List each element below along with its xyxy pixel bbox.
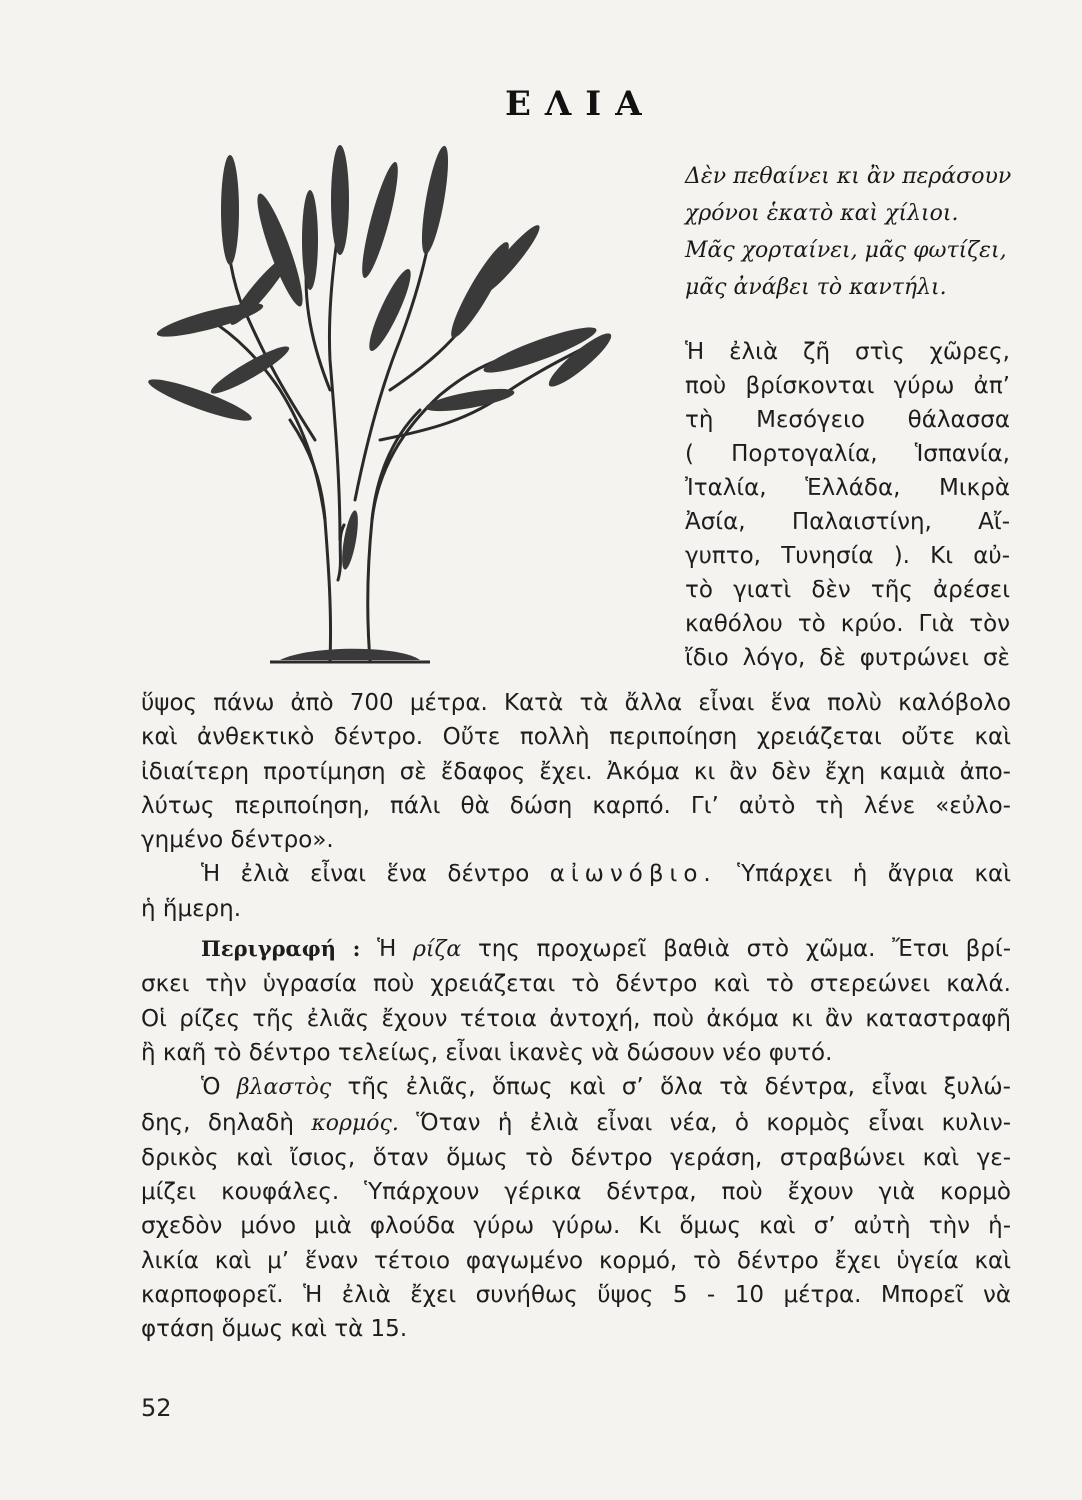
- text-fragment: δης, δηλαδὴ: [141, 1109, 312, 1136]
- text-line: λικία καὶ μ’ ἕναν τέτοιο φαγωμένο κορμό, τὸ δέντρο ἔχει ὑγεία καὶ: [141, 1247, 1011, 1274]
- text-fragment: Ὅταν ἡ ἐλιὰ εἶναι νέα, ὁ κορμὸς εἶναι κυλιν-: [398, 1109, 1011, 1136]
- text-line: φτάση ὅμως καὶ τὰ 15.: [141, 1316, 408, 1343]
- term: βλαστὸς: [236, 1075, 332, 1101]
- text-line: λύτως περιποίηση, πάλι θὰ δώση καρπό. Γι’ αὐτὸ τὴ λένε «εὐλο-: [141, 792, 1011, 819]
- text-line: [141, 857, 1011, 891]
- text-line: Ἡ ἐλιὰ ζῆ στὶς χῶρες,: [685, 339, 1010, 365]
- text-line: [141, 932, 1011, 967]
- text-line: γημένο δέντρο».: [141, 827, 334, 854]
- text-line: καθόλου τὸ κρύο. Γιὰ τὸν: [685, 611, 1010, 637]
- text-fragment: της προχωρεῖ βαθιὰ στὸ χῶμα. Ἔτσι βρί-: [461, 936, 1011, 963]
- text-line: ἢ καῆ τὸ δέντρο τελείως, εἶναι ἱκανὲς νὰ δώσουν νέο φυτό.: [141, 1039, 833, 1066]
- text-line: ποὺ βρίσκονται γύρω ἀπ’: [685, 373, 1010, 399]
- text-line: καὶ ἀνθεκτικὸ δέντρο. Οὔτε πολλὴ περιποίηση χρειάζεται οὔτε καὶ: [141, 724, 1011, 751]
- term: κορμός.: [311, 1110, 399, 1136]
- text-line: καρποφορεῖ. Ἡ ἐλιὰ ἔχει συνήθως ὕψος 5 - 10 μέτρα. Μπορεῖ νὰ: [141, 1282, 1011, 1309]
- text-fragment: Ἡ ἐλιὰ εἶναι ἕνα δέντρο: [201, 861, 550, 888]
- text-line: τὴ Μεσόγειο θάλασσα: [685, 407, 1010, 433]
- text-line: [141, 1106, 1011, 1141]
- page-number: 52: [141, 1394, 172, 1422]
- page-title: ΕΛΙΑ: [505, 84, 656, 124]
- text-line: μίζει κουφάλες. Ὑπάρχουν γέρικα δέντρα, ποὺ ἔχουν γιὰ κορμὸ: [141, 1179, 1011, 1206]
- text-line: τὸ γιατὶ δὲν τῆς ἀρέσει: [685, 577, 1010, 603]
- text-line: σχεδὸν μόνο μιὰ φλούδα γύρω γύρω. Κι ὅμως καὶ σ’ αὐτὴ τὴν ἡ-: [141, 1213, 1011, 1240]
- poem-line: χρόνοι ἑκατὸ καὶ χίλιοι.: [685, 201, 959, 226]
- text-line: γυπτο, Τυνησία ). Κι αὐ-: [685, 543, 1010, 569]
- text-fragment: Ὑπάρχει ἡ ἄγρια καὶ: [716, 861, 1011, 888]
- text-line: ἡ ἥμερη.: [141, 895, 242, 922]
- poem-line: Μᾶς χορταίνει, μᾶς φωτίζει,: [685, 238, 1007, 263]
- text-line: ( Πορτογαλία, Ἱσπανία,: [685, 441, 1010, 467]
- text-line: ἰδιαίτερη προτίμηση σὲ ἔδαφος ἔχει. Ἀκόμα κι ἂν δὲν ἔχη καμιὰ ἀπο-: [141, 758, 1011, 785]
- text-line: δρικὸς καὶ ἴσιος, ὅταν ὅμως τὸ δέντρο γεράση, στραβώνει καὶ γε-: [141, 1144, 1011, 1171]
- olive-tree-illustration: [140, 140, 615, 680]
- poem: [685, 158, 1015, 306]
- text-fragment: Ὁ: [201, 1074, 237, 1101]
- text-fragment: τῆς ἐλιᾶς, ὅπως καὶ σ’ ὅλα τὰ δέντρα, εἶναι ξυλώ-: [331, 1074, 1011, 1101]
- text-line: [141, 1070, 1011, 1105]
- text-fragment: Ἡ: [360, 936, 413, 963]
- emphasized-word: αἰωνόβιο.: [549, 861, 717, 888]
- side-paragraph: [685, 335, 1010, 675]
- text-line: σκει τὴν ὑγρασία ποὺ χρειάζεται τὸ δέντρο καὶ τὸ στερεώνει καλά.: [141, 971, 1011, 998]
- text-line: Οἱ ρίζες τῆς ἐλιᾶς ἔχουν τέτοια ἀντοχή, ποὺ ἀκόμα κι ἂν καταστραφῆ: [141, 1005, 1011, 1032]
- poem-line: μᾶς ἀνάβει τὸ καντήλι.: [685, 275, 947, 300]
- text-line: ὕψος πάνω ἀπὸ 700 μέτρα. Κατὰ τὰ ἄλλα εἶναι ἕνα πολὺ καλόβολο: [141, 690, 1011, 716]
- body-text: [141, 686, 1011, 1347]
- section-heading: Περιγραφή :: [201, 936, 361, 962]
- poem-line: Δὲν πεθαίνει κι ἂν περάσουν: [685, 164, 1012, 189]
- text-line: Ἰταλία, Ἑλλάδα, Μικρὰ: [685, 475, 1010, 501]
- text-line: Ἀσία, Παλαιστίνη, Αἴ-: [685, 509, 1010, 535]
- term: ρίζα: [412, 937, 462, 963]
- text-line: ἴδιο λόγο, δὲ φυτρώνει σὲ: [685, 645, 1010, 671]
